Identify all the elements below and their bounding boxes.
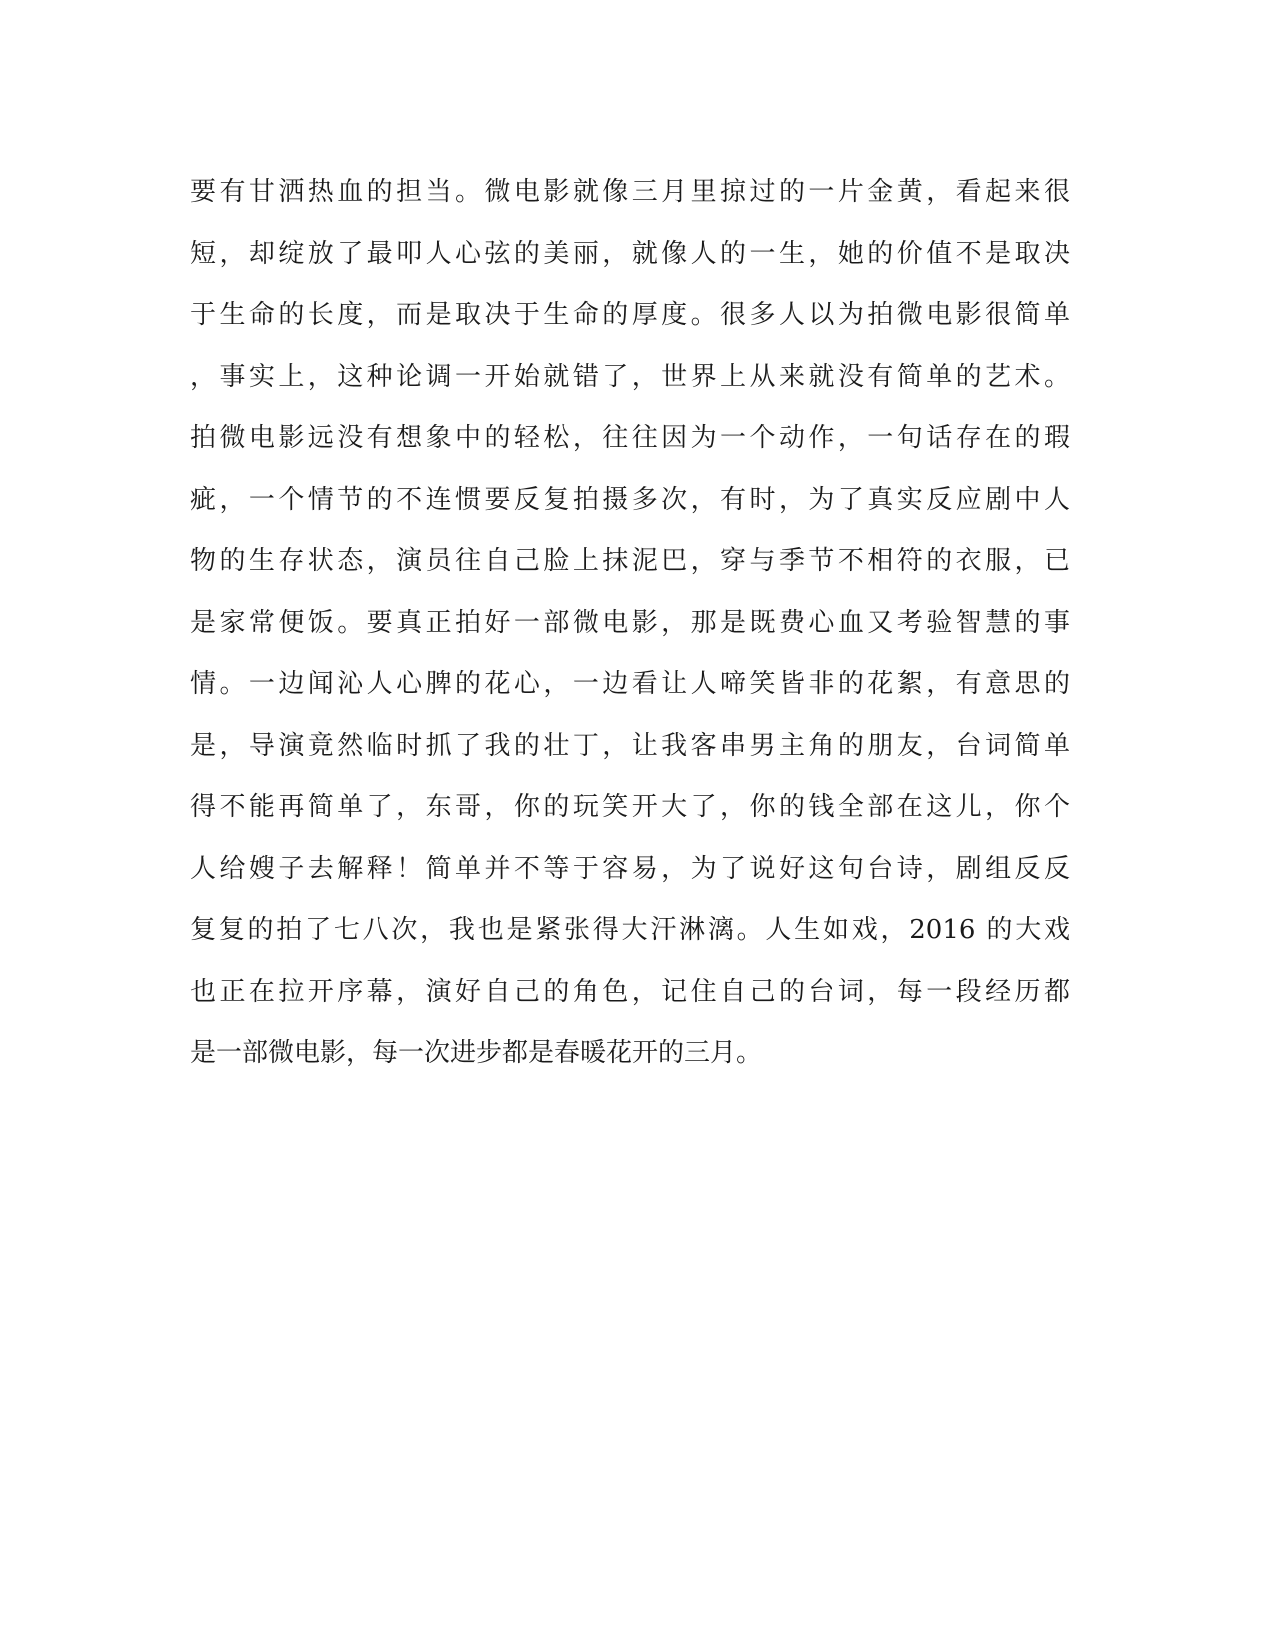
paragraph-line-1: 要有甘洒热血的担当。微电影就像三月里掠过的一片金黄，看起来很 [190,177,1070,207]
paragraph-line-9: 情。一边闻沁人心脾的花心，一边看让人啼笑皆非的花絮，有意思的 [190,669,1070,699]
body-paragraph [190,162,1070,1085]
paragraph-line-10: 是，导演竟然临时抓了我的壮丁，让我客串男主角的朋友，台词简单 [190,730,1070,761]
paragraph-line-7: 物的生存状态，演员往自己脸上抹泥巴，穿与季节不相符的衣服，已 [190,546,1070,576]
paragraph-line-3: 于生命的长度，而是取决于生命的厚度。很多人以为拍微电影很简单 [190,300,1070,330]
paragraph-line-12: 人给嫂子去解释！简单并不等于容易，为了说好这句台诗，剧组反反 [190,853,1070,884]
paragraph-line-13: 复复的拍了七八次，我也是紧张得大汗淋漓。人生如戏，2016 的大戏 [190,915,1070,945]
paragraph-line-2: 短，却绽放了最叩人心弦的美丽，就像人的一生，她的价值不是取决 [190,238,1070,269]
paragraph-line-14: 也正在拉开序幕，演好自己的角色，记住自己的台词，每一段经历都 [190,976,1070,1007]
paragraph-line-6: 疵，一个情节的不连惯要反复拍摄多次，有时，为了真实反应剧中人 [190,484,1070,515]
paragraph-line-15: 是一部微电影，每一次进步都是春暖花开的三月。 [190,1038,763,1068]
paragraph-line-4: ，事实上，这种论调一开始就错了，世界上从来就没有简单的艺术。 [190,361,1070,392]
paragraph-line-11: 得不能再简单了，东哥，你的玩笑开大了，你的钱全部在这儿，你个 [190,792,1070,822]
paragraph-line-8: 是家常便饭。要真正拍好一部微电影，那是既费心血又考验智慧的事 [190,607,1070,638]
paragraph-line-5: 拍微电影远没有想象中的轻松，往往因为一个动作，一句话存在的瑕 [190,423,1070,453]
